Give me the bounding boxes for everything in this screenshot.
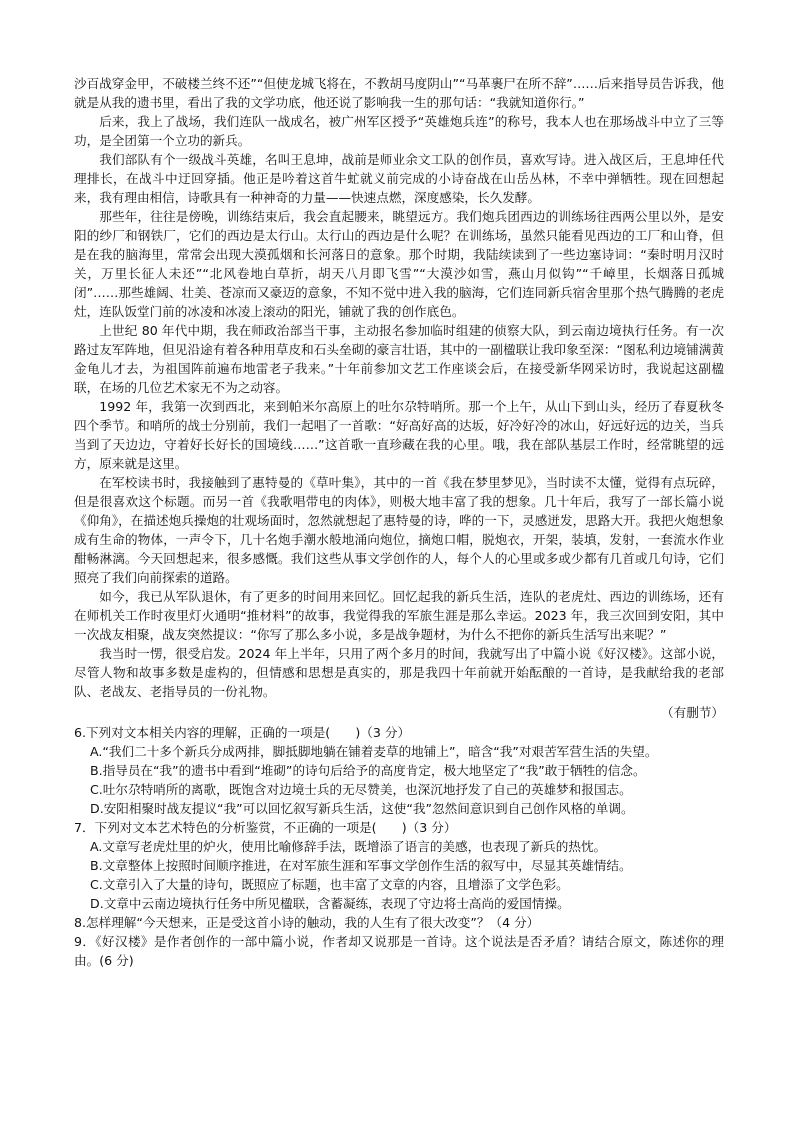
question-8: 8.怎样理解“今天想来，正是受这首小诗的触动，我的人生有了很大改变”？（4 分） [74,915,540,930]
question-stem: 6.下列对文本相关内容的理解，正确的一项是( )（3 分） [74,725,411,740]
option-b: B.文章整体上按照时间顺序推进，在对军旅生涯和军事文学创作生活的叙写中，尽显其英雄情结。 [90,858,632,873]
source-note: （有删节） [661,705,724,720]
option-c: C.吐尔尕特哨所的离歌，既饱含对边境士兵的无尽赞美，也深沉地抒发了自己的英雄梦和报国志。 [90,782,632,797]
question-stem: 7．下列对文本艺术特色的分析鉴赏，不正确的一项是( )（3 分） [74,820,457,835]
passage-paragraph: 上世纪 80 年代中期，我在师政治部当干事，主动报名参加临时组建的侦察大队，到云南边境执行任务。有一次路过友军阵地，但见沿途有着各种用草皮和石头垒砌的豪言壮语，其中的一副楹联让我印象至深：“图私利边境铺满黄金龟儿才去，为祖国阵前遍布地雷老子我来。”十年前参加文艺工作座谈会后，在接受新华网采访时，我说起这副楹联，在场的几位艺术家无不为之动容。 [74,323,724,395]
option-b: B.指导员在“我”的遗书中看到“堆砌”的诗句后给予的高度肯定，极大地坚定了“我”敢于牺牲的信念。 [90,763,646,778]
question-6 [74,723,724,818]
passage-paragraph: 后来，我上了战场，我们连队一战成名，被广州军区授予“英雄炮兵连”的称号，我本人也在那场战斗中立了三等功，是全团第一个立功的新兵。 [74,114,724,148]
question-9: 9．《好汉楼》是作者创作的一部中篇小说，作者却又说那是一首诗。这个说法是否矛盾？请结合原文，陈述你的理由。(6 分) [74,934,724,968]
passage-paragraph: 如今，我已从军队退休，有了更多的时间用来回忆。回忆起我的新兵生活，连队的老虎灶、西边的训练场，还有在师机关工作时夜里灯火通明“推材料”的故事，我觉得我的军旅生涯是那么幸运。2023 年，我三次回到安阳，其中一次战友相聚，战友突然提议：“你写了那么多小说，多是战争题材，为什么不把你的新兵生活写出来呢？” [74,589,724,642]
passage-paragraph: 沙百战穿金甲，不破楼兰终不还”“但使龙城飞将在，不教胡马度阴山”“马革裹尸在所不辞”……后来指导员告诉我，他就是从我的遗书里，看出了我的文学功底，他还说了影响我一生的那句话：“我就知道你行。” [74,76,724,110]
passage-paragraph: 那些年，往往是傍晚，训练结束后，我会直起腰来，眺望远方。我们炮兵团西边的训练场往西两公里以外，是安阳的纱厂和钢铁厂，它们的西边是太行山。太行山的西边是什么呢？在训练场，虽然只能看见西边的工厂和山脊，但是在我的脑海里，常常会出现大漠孤烟和长河落日的意象。那个时期，我陆续读到了一些边塞诗词：“秦时明月汉时关，万里长征人未还”“北风卷地白草折，胡天八月即飞雪”“大漠沙如雪，燕山月似钩”“千嶂里，长烟落日孤城闭”……那些雄阔、壮美、苍凉而又豪迈的意象，不知不觉中进入我的脑海，它们连同新兵宿舍里那个热气腾腾的老虎灶，连队饭堂门前的冰凌和冰凌上滚动的阳光，铺就了我的创作底色。 [74,209,724,319]
option-c: C.文章引入了大量的诗句，既照应了标题，也丰富了文章的内容，且增添了文学色彩。 [90,877,569,892]
option-d: D.文章中云南边境执行任务中所见楹联，含蓄凝练，表现了守边将士高尚的爱国情操。 [90,896,570,911]
passage-paragraph: 我当时一愣，很受启发。2024 年上半年，只用了两个多月的时间，我就写出了中篇小说《好汉楼》。这部小说，尽管人物和故事多数是虚构的，但情感和思想是真实的，那是我四十年前就开始酝酿的一首诗，是我献给我的老部队、老战友、老指导员的一份礼物。 [74,646,724,699]
question-7 [74,818,724,913]
passage-paragraph: 我们部队有个一级战斗英雄，名叫王息坤，战前是师业余文工队的创作员，喜欢写诗。进入战区后，王息坤任代理排长，在战斗中迂回穿插。他正是吟着这首牛虻就义前完成的小诗奋战在山岳丛林，不幸中弹牺牲。现在回想起来，我有理由相信，诗歌具有一种神奇的力量——快速点燃，深度感染，长久发酵。 [74,152,724,205]
document-page [74,74,724,970]
passage-paragraph: 1992 年，我第一次到西北，来到帕米尔高原上的吐尔尕特哨所。那一个上午，从山下到山头，经历了春夏秋冬四个季节。和哨所的战士分别前，我们一起唱了一首歌：“好高好高的达坂，好冷好冷的冰山，好远好远的边关，当兵当到了天边边，守着好长好长的国境线……”这首歌一直珍藏在我的心里。哦，我在部队基层工作时，经常眺望的远方，原来就是这里。 [74,399,724,471]
option-a: A.文章写老虎灶里的炉火，使用比喻修辞手法，既增添了语言的美感，也表现了新兵的热忱。 [90,839,607,854]
passage-paragraph: 在军校读书时，我接触到了惠特曼的《草叶集》，其中的一首《我在梦里梦见》，当时读不太懂，觉得有点玩碎，但是很喜欢这个标题。而另一首《我歌唱带电的肉体》，则极大地丰富了我的想象。几十年后，我写了一部长篇小说《仰角》，在描述炮兵操炮的壮观场面时，忽然就想起了惠特曼的诗，哗的一下，灵感迸发，思路大开。我把火炮想象成有生命的物体，一声令下，几十名炮手潮水般地涌向炮位，摘炮口帽，脱炮衣，开架，装填，发射，一套流水作业酣畅淋漓。今天回想起来，很多感慨。我们这些从事文学创作的人，每个人的心里或多或少都有几首或几句诗，它们照亮了我们向前探索的道路。 [74,475,724,585]
option-a: A.“我们二十多个新兵分成两排，脚抵脚地躺在铺着麦草的地铺上”，暗含“我”对艰苦军营生活的失望。 [90,744,658,759]
option-d: D.安阳相聚时战友提议“我”可以回忆叙写新兵生活，这使“我”忽然间意识到自己创作风格的单调。 [90,801,634,816]
